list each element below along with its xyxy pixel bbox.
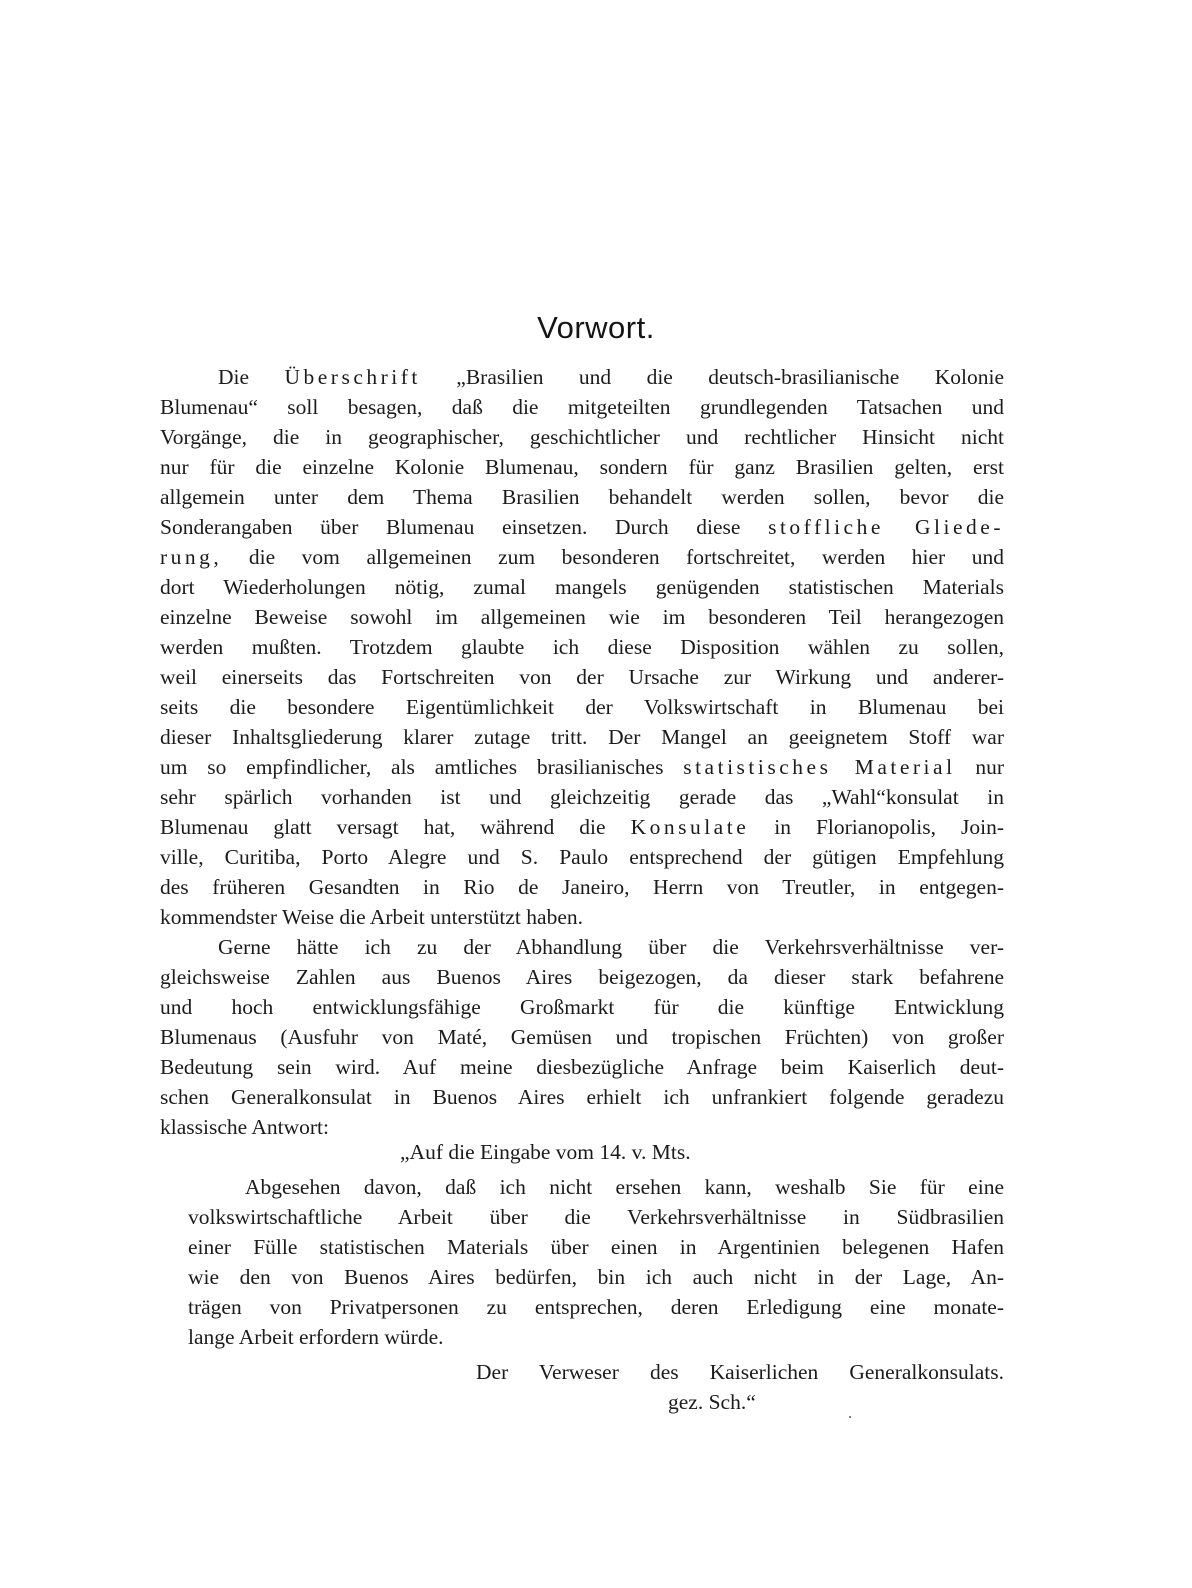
text-run: seits die besondere Eigentümlichkeit der Volkswirtschaft in Blumenau bei (160, 695, 1004, 719)
text-run: die vom allgemeinen zum besonderen fortschreitet, werden hier und (222, 545, 1004, 569)
quote-body-line (188, 1262, 1004, 1292)
spaced-emphasis: Konsulate (630, 815, 750, 839)
signature-title: Der Verweser des Kaiserlichen Generalkonsulats. (476, 1360, 1004, 1384)
text-run: Abgesehen davon, daß ich nicht ersehen kann, weshalb Sie für eine (245, 1175, 1004, 1199)
paragraph1-line (160, 392, 1004, 422)
text-run: sehr spärlich vorhanden ist und gleichzeitig gerade das „Wahl“konsulat in (160, 785, 1004, 809)
text-run: des früheren Gesandten in Rio de Janeiro, Herrn von Treutler, in entgegen- (160, 875, 1004, 899)
text-run: kommendster Weise die Arbeit unterstützt haben. (160, 905, 583, 929)
paragraph1-line (160, 542, 1004, 572)
text-run: um so empfindlicher, als amtliches brasilianisches (160, 755, 684, 779)
text-run: und hoch entwicklungsfähige Großmarkt für die künftige Entwicklung (160, 995, 1004, 1019)
paragraph1-line (160, 842, 1004, 872)
text-run: Vorgänge, die in geographischer, geschichtlicher und rechtlicher Hinsicht nicht (160, 425, 1004, 449)
paragraph2-line (218, 932, 1004, 962)
paragraph2-line (160, 962, 1004, 992)
paragraph1-line (160, 662, 1004, 692)
spaced-emphasis: stoffliche Gliede- (768, 515, 1004, 539)
paragraph1-line (160, 602, 1004, 632)
text-run: Die (218, 365, 285, 389)
text-run: Bedeutung sein wird. Auf meine diesbezügliche Anfrage beim Kaiserlich deut- (160, 1055, 1004, 1079)
quote-heading: „Auf die Eingabe vom 14. v. Mts. (400, 1140, 691, 1164)
paragraph1-line (218, 362, 1004, 392)
paragraph1-line (160, 902, 583, 932)
paragraph1-line (160, 722, 1004, 752)
text-run: gleichsweise Zahlen aus Buenos Aires beigezogen, da dieser stark befahrene (160, 965, 1004, 989)
text-run: Blumenau“ soll besagen, daß die mitgeteilten grundlegenden Tatsachen und (160, 395, 1004, 419)
spaced-emphasis: statistisches Material (683, 755, 956, 779)
text-run: „Brasilien und die deutsch-brasilianische Kolonie (420, 365, 1004, 389)
quote-body-line (188, 1232, 1004, 1262)
paragraph1-line (160, 572, 1004, 602)
paragraph2-line (160, 992, 1004, 1022)
quote-body-line (188, 1202, 1004, 1232)
paragraph1-line (160, 752, 1004, 782)
text-run: einer Fülle statistischen Materials über einen in Argentinien belegenen Hafen (188, 1235, 1004, 1259)
paragraph1-line (160, 422, 1004, 452)
text-run: volkswirtschaftliche Arbeit über die Verkehrsverhältnisse in Südbrasilien (188, 1205, 1004, 1229)
paragraph1-line (160, 692, 1004, 722)
text-run: in Florianopolis, Join- (749, 815, 1004, 839)
paragraph1-line (160, 512, 1004, 542)
paragraph2-line (160, 1052, 1004, 1082)
paragraph1-line (160, 482, 1004, 512)
paragraph1-line (160, 632, 1004, 662)
text-run: Sonderangaben über Blumenau einsetzen. Durch diese (160, 515, 769, 539)
text-run: trägen von Privatpersonen zu entsprechen, deren Erledigung eine monate- (188, 1295, 1004, 1319)
paragraph1-line (160, 872, 1004, 902)
text-run: schen Generalkonsulat in Buenos Aires erhielt ich unfrankiert folgende geradezu (160, 1085, 1004, 1109)
text-run: allgemein unter dem Thema Brasilien behandelt werden sollen, bevor die (160, 485, 1004, 509)
text-run: Blumenau glatt versagt hat, während die (160, 815, 631, 839)
paragraph1-line (160, 782, 1004, 812)
spaced-emphasis: Überschrift (284, 365, 421, 389)
text-run: weil einerseits das Fortschreiten von der Ursache zur Wirkung und anderer- (160, 665, 1004, 689)
quote-body-line (188, 1292, 1004, 1322)
text-run: werden mußten. Trotzdem glaubte ich diese Disposition wählen zu sollen, (160, 635, 1004, 659)
text-run: einzelne Beweise sowohl im allgemeinen wie im besonderen Teil herangezogen (160, 605, 1004, 629)
quote-body-line (245, 1172, 1004, 1202)
text-run: wie den von Buenos Aires bedürfen, bin ich auch nicht in der Lage, An- (188, 1265, 1004, 1289)
quote-body-line (188, 1322, 444, 1352)
scan-speck (849, 1416, 851, 1418)
text-run: ville, Curitiba, Porto Alegre und S. Paulo entsprechend der gütigen Empfehlung (160, 845, 1004, 869)
paragraph1-line (160, 452, 1004, 482)
text-run: Blumenaus (Ausfuhr von Maté, Gemüsen und tropischen Früchten) von großer (160, 1025, 1004, 1049)
spaced-emphasis: rung, (160, 545, 223, 569)
signature-name: gez. Sch.“ (668, 1390, 756, 1414)
text-run: dort Wiederholungen nötig, zumal mangels genügenden statistischen Materials (160, 575, 1004, 599)
text-run: dieser Inhaltsgliederung klarer zutage tritt. Der Mangel an geeignetem Stoff war (160, 725, 1004, 749)
text-run: klassische Antwort: (160, 1115, 329, 1139)
paragraph2-line (160, 1082, 1004, 1112)
paragraph2-line (160, 1022, 1004, 1052)
text-run: nur für die einzelne Kolonie Blumenau, sondern für ganz Brasilien gelten, erst (160, 455, 1004, 479)
page-title: Vorwort. (537, 310, 655, 345)
paragraph1-line (160, 812, 1004, 842)
paragraph2-line (160, 1112, 329, 1142)
text-run: lange Arbeit erfordern würde. (188, 1325, 444, 1349)
text-run: nur (955, 755, 1004, 779)
text-run: Gerne hätte ich zu der Abhandlung über die Verkehrsverhältnisse ver- (218, 935, 1004, 959)
